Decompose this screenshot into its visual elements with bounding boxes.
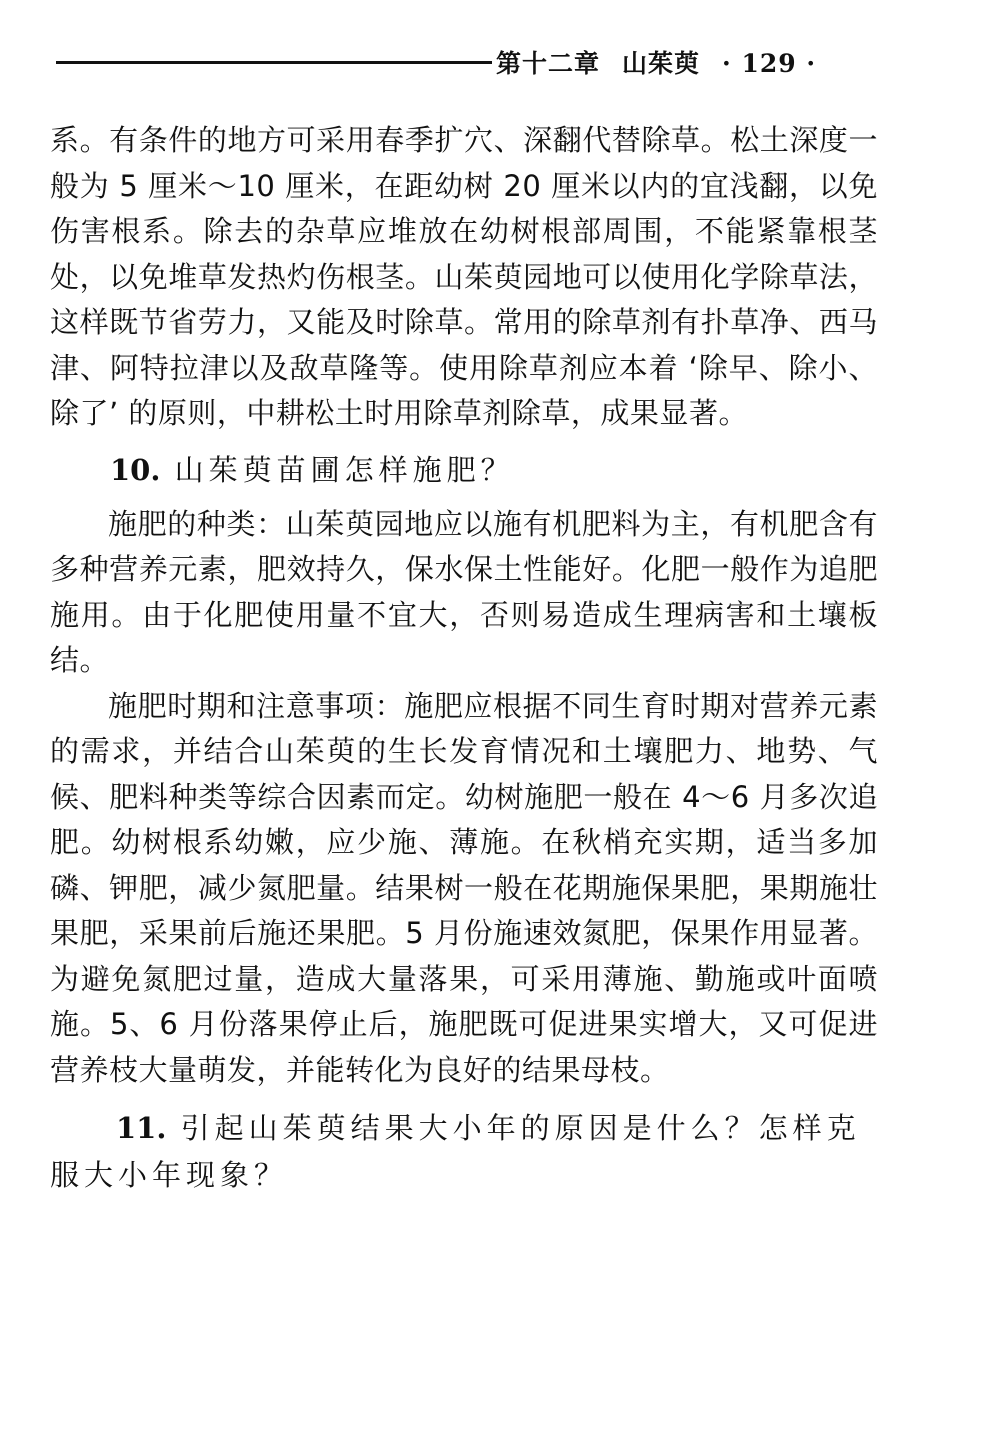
chapter-label: 第十二章 <box>496 49 601 78</box>
question-10-text: 山茱萸苗圃怎样施肥？ <box>174 452 515 487</box>
paragraph-fertilizer-timing: 施肥时期和注意事项：施肥应根据不同生育时期对营养元素的需求，并结合山茱萸的生长发育情况和土壤肥力、地势、气候、肥料种类等综合因素而定。幼树施肥一般在 4～6 月多次追肥。幼树根系幼嫩，应少施、薄施。在秋梢充实期，适当多加磷、钾肥，减少氮肥量。结果树一般在花期施保果肥，果期施壮果肥，采果前后施还果肥。5 月份施速效氮肥，保果作用显著。为避免氮肥过量，造成大量落果，可采用薄施、勤施或叶面喷施。5、6 月份落果停止后，施肥既可促进果实增大，又可促进营养枝大量萌发，并能转化为良好的结果母枝。 <box>50 688 878 1087</box>
running-header <box>56 40 856 84</box>
page-number: · 129 · <box>722 49 817 78</box>
question-11 <box>50 1105 878 1199</box>
chapter-title: 山茱萸 <box>622 49 701 78</box>
paragraph-fertilizer-types: 施肥的种类：山茱萸园地应以施有机肥料为主，有机肥含有多种营养元素，肥效持久，保水保土性能好。化肥一般作为追肥施用。由于化肥使用量不宜大，否则易造成生理病害和土壤板结。 <box>50 506 878 677</box>
question-10-number: 10. <box>110 452 161 487</box>
page-body <box>50 118 878 1199</box>
header-rule <box>56 61 492 64</box>
paragraph-weeding: 系。有条件的地方可采用春季扩穴、深翻代替除草。松土深度一般为 5 厘米～10 厘米，在距幼树 20 厘米以内的宜浅翻，以免伤害根系。除去的杂草应堆放在幼树根部周围，不能紧靠根茎处，以免堆草发热灼伤根茎。山茱萸园地可以使用化学除草法，这样既节省劳力，又能及时除草。常用的除草剂有扑草净、西马津、阿特拉津以及敌草隆等。使用除草剂应本着 ‘除早、除小、除了’ 的原则，中耕松土时用除草剂除草，成果显著。 <box>50 123 878 430</box>
question-10 <box>50 447 878 494</box>
question-11-text: 引起山茱萸结果大小年的原因是什么？怎样克服大小年现象？ <box>50 1111 861 1192</box>
question-11-number: 11. <box>116 1111 167 1145</box>
header-text <box>496 44 838 80</box>
